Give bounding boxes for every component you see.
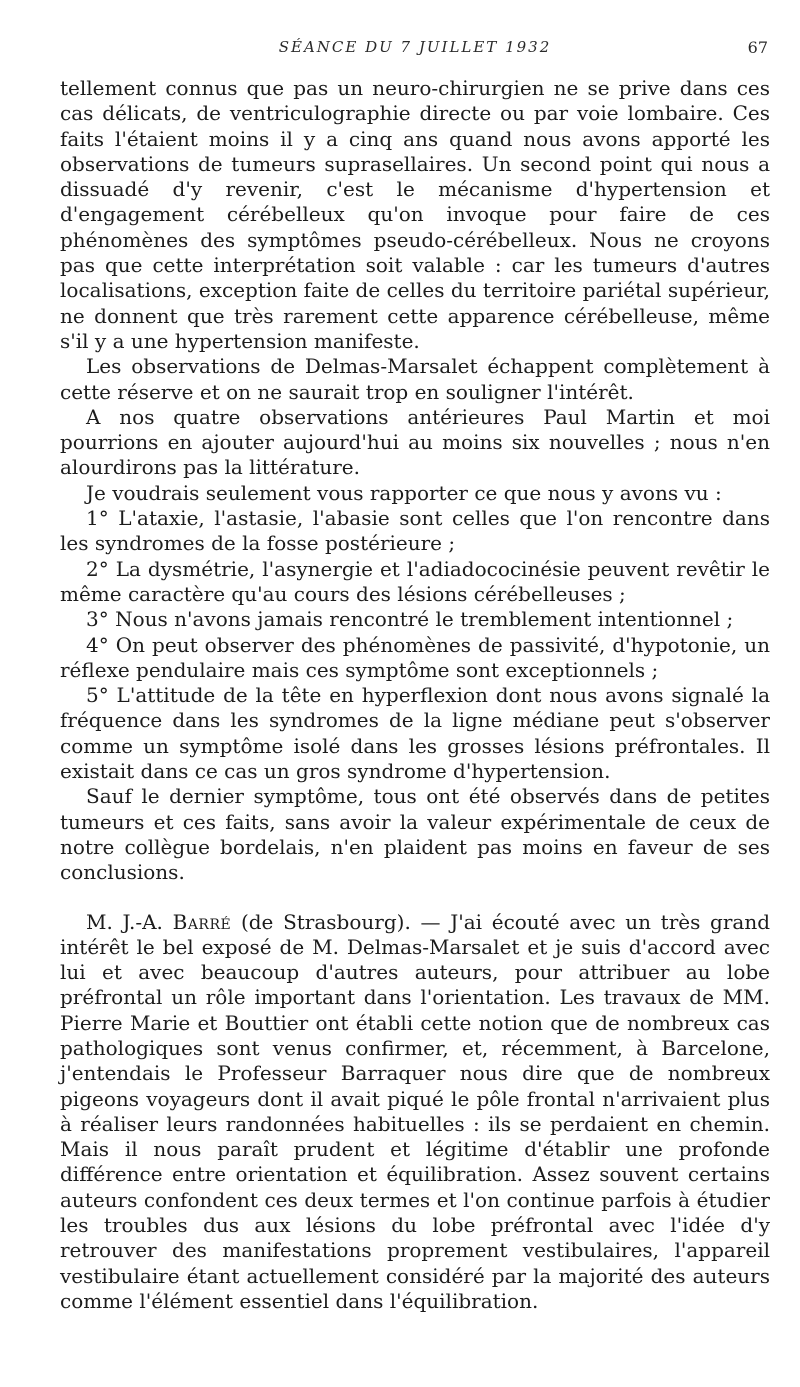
page-body bbox=[60, 76, 770, 1314]
running-header bbox=[60, 38, 770, 68]
paragraph-continuation: tellement connus que pas un neuro-chirurgien ne se prive dans ces cas délicats, de ventriculographie directe ou par voie lombaire. Ces faits l'étaient moins il y a cinq ans quand nous avons apporté les observations de tumeurs suprasellaires. Un second point qui nous a dissuadé d'y revenir, c'est le mécanisme d'hypertension et d'engagement cérébelleux qu'on invoque pour faire de ces phénomènes des symptômes pseudo-cérébelleux. Nous ne croyons pas que cette interprétation soit valable : car les tumeurs d'autres localisations, exception faite de celles du territoire pariétal supérieur, ne donnent que très rarement cette apparence cérébelleuse, même s'il y a une hypertension manifeste. bbox=[60, 76, 770, 353]
speaker-name: Barré bbox=[172, 909, 232, 934]
paragraph-intro-list: Je voudrais seulement vous rapporter ce que nous y avons vu : bbox=[86, 480, 722, 505]
symptom-list bbox=[60, 506, 770, 784]
list-item: 3° Nous n'avons jamais rencontré le tremblement intentionnel ; bbox=[86, 607, 734, 632]
list-item: 4° On peut observer des phénomènes de passivité, d'hypotonie, un réflexe pendulaire mais ces symptôme sont exceptionnels ; bbox=[60, 632, 770, 682]
list-item: 1° L'ataxie, l'astasie, l'abasie sont celles que l'on rencontre dans les syndromes de la fosse postérieure ; bbox=[60, 506, 770, 556]
speaker-text: — J'ai écouté avec un très grand intérêt le bel exposé de M. Delmas-Marsalet et je suis d'accord avec lui et avec beaucoup d'autres auteurs, pour attribuer au lobe préfrontal un rôle important dans l'orientation. Les travaux de MM. Pierre Marie et Bouttier ont établi cette notion que de nombreux cas pathologiques sont venus confirmer, et, récemment, à Barcelone, j'entendais le Professeur Barraquer nous dire que de nombreux pigeons voyageurs dont il avait piqué le pôle frontal n'arrivaient plus à réaliser leurs randonnées habituelles : ils se perdaient en chemin. Mais il nous paraît prudent et légitime d'établir une profonde différence entre orientation et équilibration. Assez souvent certains auteurs confondent ces deux termes et l'on continue parfois à étudier les troubles dus aux lésions du lobe préfrontal avec l'idée d'y retrouver des manifestations proprement vestibulaires, l'appareil vestibulaire étant actuellement considéré par la majorité des auteurs comme l'élément essentiel dans l'équilibration. bbox=[60, 909, 771, 1313]
list-item: 2° La dysmétrie, l'asynergie et l'adiadococinésie peuvent revêtir le même caractère qu'au cours des lésions cérébelleuses ; bbox=[60, 556, 770, 606]
paragraph-observations: A nos quatre observations antérieures Paul Martin et moi pourrions en ajouter aujourd'hui au moins six nouvelles ; nous n'en alourdirons pas la littérature. bbox=[60, 404, 770, 480]
paragraph-conclusion: Sauf le dernier symptôme, tous ont été observés dans de petites tumeurs et ces faits, sans avoir la valeur expérimentale de ceux de notre collègue bordelais, n'en plaident pas moins en faveur de ses conclusions. bbox=[60, 784, 770, 885]
running-title: SÉANCE DU 7 JUILLET 1932 bbox=[278, 38, 552, 56]
speaker-affiliation: (de Strasbourg). bbox=[240, 909, 411, 934]
speaker-paragraph bbox=[60, 910, 770, 1315]
paragraph-delmas-marsalet: Les observations de Delmas-Marsalet échappent complètement à cette réserve et on ne saurait trop en souligner l'intérêt. bbox=[60, 354, 770, 404]
page-number: 67 bbox=[747, 38, 768, 57]
speaker-prefix: M. J.-A. bbox=[86, 909, 163, 934]
list-item: 5° L'attitude de la tête en hyperflexion dont nous avons signalé la fréquence dans les syndromes de la ligne médiane peut s'observer comme un symptôme isolé dans les grosses lésions préfrontales. Il existait dans ce cas un gros syndrome d'hypertension. bbox=[60, 683, 770, 784]
